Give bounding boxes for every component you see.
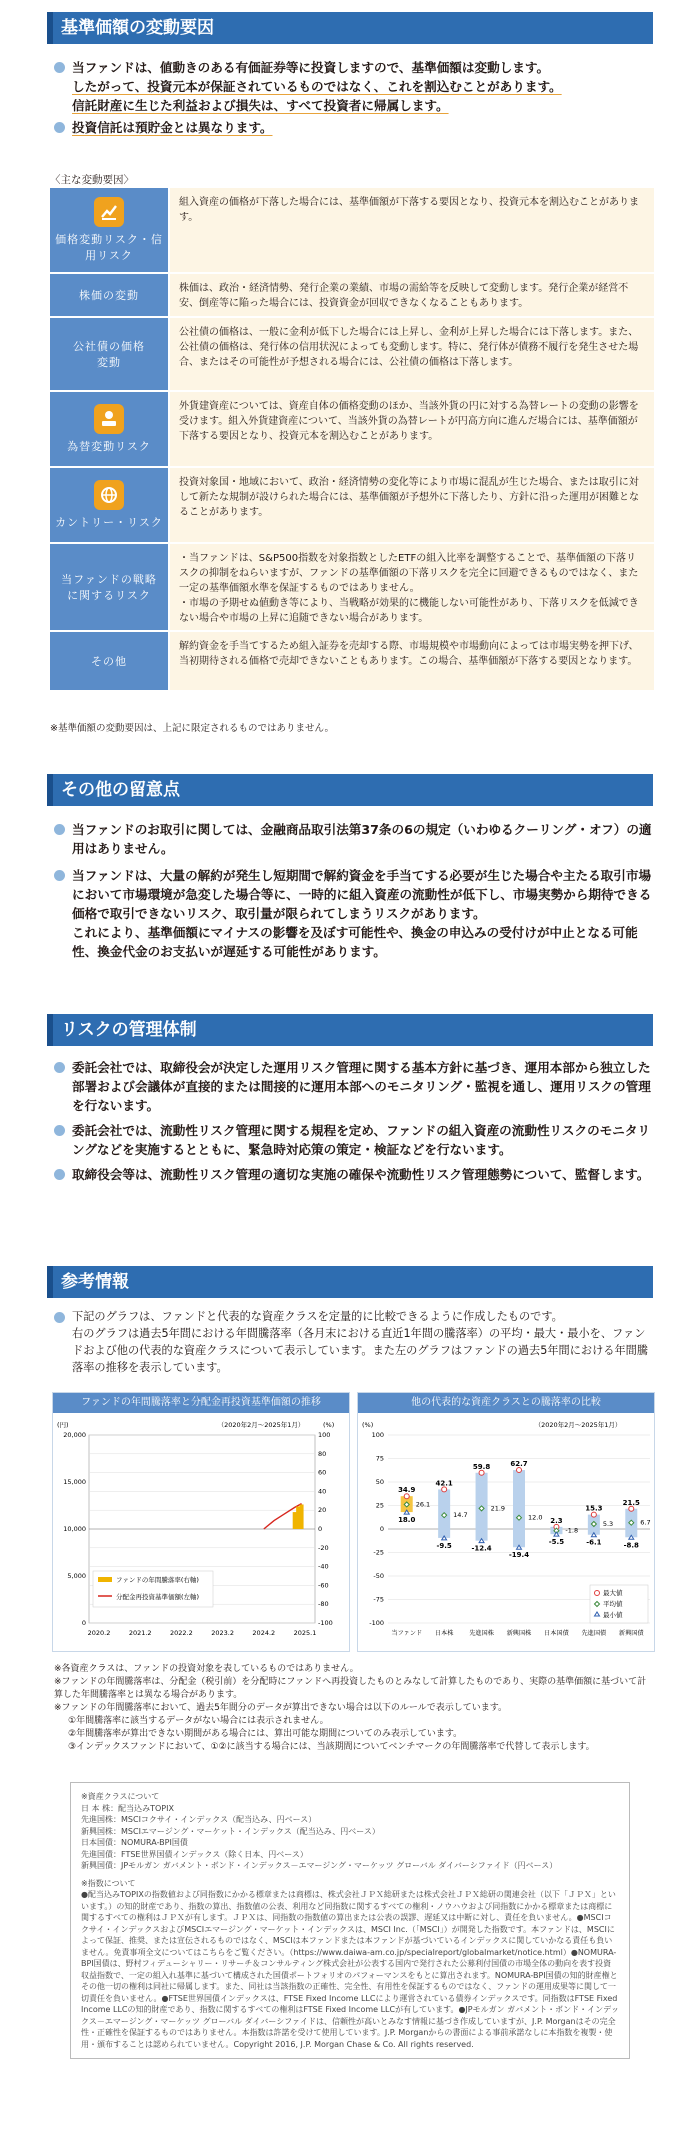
y-tick: 100 [371, 1431, 384, 1439]
max-point [629, 1506, 634, 1511]
return-bar [300, 1504, 304, 1529]
avg-label: -1.8 [565, 1526, 579, 1535]
asset-class-6: 新興国債：JPモルガン ガバメント・ボンド・インデックス－エマージング・マーケッツ グローバル ダイバーシファイド（円ベース） [81, 1861, 558, 1870]
section-title-fluctuation: 基準価額の変動要因 [47, 12, 653, 44]
risk-row [50, 188, 654, 274]
x-tick: 先進国株 [469, 1630, 494, 1637]
ref-bullets [52, 1308, 652, 1379]
asset-class-2: 先進国株：MSCIコクサイ・インデックス（配当込み、円ベース） [81, 1815, 317, 1824]
risk-name: カントリー・リスク [55, 516, 163, 529]
note-4: ①年間騰落率に該当するデータがない場合には表示されません。 [68, 1716, 329, 1726]
min-label: -6.1 [586, 1538, 602, 1547]
risk-name-cell [50, 632, 168, 690]
y-tick: 75 [375, 1454, 384, 1463]
chart-left-yunit-left: (円) [57, 1421, 69, 1429]
section-title-other: その他の留意点 [47, 774, 653, 806]
globe-icon [94, 480, 124, 510]
y-tick-right: 20 [318, 1506, 327, 1515]
max-point [442, 1487, 447, 1492]
max-label: 2.3 [550, 1516, 563, 1525]
x-tick: 2023.2 [211, 1629, 234, 1637]
risk-desc: 外貨建資産については、資産自体の価格変動のほか、当該外貨の円に対する為替レートの変動の影響を受けます。組入外貨建資産について、当該外貨の為替レートが円高方向に進んだ場合には、基準価額が下落する要因となり、投資元本を割込むことがあります。 [168, 392, 654, 466]
ref-bullet-1 [52, 1308, 652, 1376]
x-tick: 日本株 [434, 1630, 454, 1637]
legend-max-label: 最大値 [603, 1589, 623, 1597]
x-tick: 新興国債 [618, 1630, 644, 1637]
risk-name-cell [50, 274, 168, 316]
risk-name: その他 [91, 655, 127, 668]
intro-text-1: 当ファンドは、値動きのある有価証券等に投資しますので、基準価額は変動します。 [72, 60, 550, 75]
other-text-2: 当ファンドは、大量の解約が発生し短期間で解約資金を手当てする必要が生じた場合や主たる取引市場において市場環境が急変した場合等に、一時的に組入資産の流動性が低下し、市場実勢から期待できる価格で取引できないリスク、取引量が限られてしまうリスクがあります。 [72, 868, 652, 921]
chart-left-yunit-right: (%) [323, 1421, 335, 1429]
x-tick: 日本国債 [544, 1630, 569, 1637]
risk-desc: ・当ファンドは、S&P500指数を対象指数としたETFの組入比率を調整することで、基準価額の下落リスクの抑制をねらいますが、ファンドの基準価額の下落リスクを完全に回避できるものではなく、また一定の基準価額水準を保証するものではありません。 ・市場の予期せぬ値動き等により、当戦略が効果的に機能しない可能性があり、下落リスクを低減できない場合や市場の上昇に追随できない場合があります。 [168, 544, 654, 630]
index-heading: ※指数について [81, 1878, 136, 1888]
risk-name-cell [50, 468, 168, 542]
max-label: 59.8 [472, 1462, 491, 1471]
return-bar [293, 1512, 297, 1529]
risk-desc: 投資対象国・地域において、政治・経済情勢の変化等により市場に混乱が生じた場合、または取引に対して新たな規制が設けられた場合には、基準価額が予想外に下落したり、方針に沿った運用が困難となることがあります。 [168, 468, 654, 542]
y-tick-right: -80 [318, 1600, 329, 1609]
y-tick-right: 40 [318, 1487, 327, 1496]
y-tick-right: 80 [318, 1449, 327, 1458]
other-bullets [52, 820, 652, 964]
x-tick: 2021.2 [128, 1629, 152, 1637]
risk-row [50, 318, 654, 392]
chart-right-panel [357, 1392, 655, 1652]
note-3: ※ファンドの年間騰落率において、過去5年間分のデータが算出できない場合は以下のルールで表示しています。 [54, 1703, 508, 1713]
risk-row [50, 468, 654, 544]
max-point [479, 1470, 484, 1475]
chart-right-title: 他の代表的な資産クラスとの騰落率の比較 [358, 1393, 654, 1413]
risk-name-cell [50, 544, 168, 630]
risk-caption: 〈主な変動要因〉 [50, 174, 134, 186]
asset-class-3: 新興国株：MSCIエマージング・マーケット・インデックス（配当込み、円ベース） [81, 1826, 380, 1836]
other-bullet-2 [52, 866, 652, 961]
x-tick: 2020.2 [87, 1629, 111, 1637]
risk-name: 公社債の価格変動 [73, 340, 145, 369]
risk-name: 株価の変動 [79, 289, 139, 302]
risk-name: 価格変動リスク・信用リスク [55, 233, 163, 262]
chart-right-period: （2020年2月～2025年1月） [534, 1421, 622, 1429]
intro-text-4: 投資信託は預貯金とは異なります。 [72, 120, 273, 135]
y-tick-left: 10,000 [63, 1525, 86, 1533]
avg-label: 21.9 [490, 1504, 506, 1513]
mgmt-bullet-1: 委託会社では、取締役会が決定した運用リスク管理に関する基本方針に基づき、運用本部から独立した部署および会議体が直接的または間接的に運用本部へのモニタリング・監視を通し、運用リスクの管理を行ないます。 [52, 1058, 652, 1115]
y-tick-left: 5,000 [67, 1572, 86, 1580]
section-title-reference: 参考情報 [47, 1266, 653, 1298]
risk-name: 当ファンドの戦略に関するリスク [61, 573, 157, 602]
y-tick-right: -60 [318, 1581, 329, 1590]
asset-class-heading: ※資産クラスについて [81, 1792, 160, 1801]
x-tick: 新興国株 [506, 1630, 532, 1637]
max-label: 42.1 [435, 1479, 453, 1488]
max-label: 34.9 [398, 1486, 416, 1495]
y-tick: 50 [375, 1478, 384, 1486]
intro-bullets [52, 58, 652, 140]
y-tick-left: 20,000 [63, 1431, 86, 1439]
chart-left-svg [53, 1413, 351, 1653]
asset-class-1: 日 本 株：配当込みTOPIX [81, 1803, 174, 1813]
risk-table [50, 188, 654, 692]
other-text-2b: これにより、基準価額にマイナスの影響を及ぼす可能性や、換金の申込みの受付けが中止となる可能性、換金代金のお支払いが遅延する可能性があります。 [72, 925, 638, 959]
intro-text-2: したがって、投資元本が保証されているものではなく、これを割込むことがあります。 [72, 79, 562, 94]
ref-text-1b: 右のグラフは過去5年間における年間騰落率（各月末における直近1年間の騰落率）の平均・最大・最小を、ファンドおよび他の代表的な資産クラスについて表示しています。また左のグラフはファンドの過去5年間における年間騰落率の推移を表示しています。 [72, 1327, 649, 1374]
max-label: 62.7 [510, 1460, 528, 1469]
legend-min-label: 最小値 [603, 1611, 623, 1619]
max-point [517, 1468, 522, 1473]
risk-row [50, 392, 654, 468]
y-tick-right: 100 [318, 1431, 331, 1439]
avg-label: 5.3 [602, 1520, 614, 1529]
legend-bar-label: ファンドの年間騰落率(右軸) [116, 1576, 199, 1584]
other-bullet-1: 当ファンドのお取引に関しては、金融商品取引法第37条の6の規定（いわゆるクーリング・オフ）の適用はありません。 [52, 820, 652, 858]
avg-label: 14.7 [453, 1511, 468, 1520]
chart-left-title: ファンドの年間騰落率と分配金再投資基準価額の推移 [53, 1393, 349, 1413]
chart-right-yunit: (%) [362, 1421, 374, 1429]
y-tick: -75 [373, 1595, 384, 1604]
risk-desc: 公社債の価格は、一般に金利が低下した場合には上昇し、金利が上昇した場合には下落します。また、公社債の価格は、発行体の信用状況によっても変動します。特に、発行体が債務不履行を発生させた場合、またはその可能性が予想される場合には、公社債の価格は下落します。 [168, 318, 654, 390]
min-label: -8.8 [623, 1541, 639, 1550]
min-label: -12.4 [471, 1544, 492, 1553]
risk-name-cell [50, 318, 168, 390]
risk-name: 為替変動リスク [67, 440, 151, 453]
min-label: 18.0 [398, 1516, 416, 1525]
note-2: ※ファンドの年間騰落率は、分配金（税引前）を分配時にファンドへ再投資したものとみなして計算したものであり、実際の基準価額に基づいて計算した年間騰落率とは異なる場合があります。 [54, 1677, 647, 1700]
asset-class-5: 先進国債：FTSE世界国債インデックス（除く日本、円ベース） [81, 1849, 308, 1859]
y-tick-right: -40 [318, 1562, 329, 1571]
y-tick-left: 0 [81, 1619, 86, 1627]
y-tick-right: -100 [318, 1619, 333, 1627]
mgmt-bullet-3: 取締役会等は、流動性リスク管理の適切な実施の確保や流動性リスク管理態勢について、監督します。 [52, 1165, 652, 1184]
y-tick: 25 [375, 1501, 384, 1510]
legend-line-label: 分配金再投資基準価額(左軸) [116, 1593, 200, 1601]
intro-bullet-2 [52, 118, 652, 137]
max-point [404, 1494, 409, 1499]
intro-text-3: 信託財産に生じた利益および損失は、すべて投資者に帰属します。 [72, 98, 449, 113]
avg-label: 26.1 [415, 1500, 431, 1509]
asset-class-4: 日本国債：NOMURA-BPI国債 [81, 1838, 188, 1847]
mgmt-bullet-2: 委託会社では、流動性リスク管理に関する規程を定め、ファンドの組入資産の流動性リスクのモニタリングなどを実施するとともに、緊急時対応策の策定・検証などを行ないます。 [52, 1121, 652, 1159]
x-tick: 当ファンド [391, 1630, 423, 1637]
y-tick: -50 [373, 1572, 384, 1580]
risk-footnote: ※基準価額の変動要因は、上記に限定されるものではありません。 [50, 723, 335, 734]
legend-avg-label: 平均値 [603, 1600, 623, 1608]
mgmt-bullets [52, 1058, 652, 1187]
y-tick: 0 [379, 1525, 384, 1533]
max-point [591, 1512, 596, 1517]
note-1: ※各資産クラスは、ファンドの投資対象を表しているものではありません。 [54, 1664, 359, 1674]
chart-left-panel [52, 1392, 350, 1652]
index-body: ●配当込みTOPIXの指数値および同指数にかかる標章または商標は、株式会社ＪＰＸ総研または株式会社ＪＰＸ総研の関連会社（以下「ＪＰＸ」といいます。）の知的財産であり、指数の算出、指数値の公表、利用など同指数に関するすべての権利・ノウハウおよび同指数にかかる標章または商標に関するすべての権利はＪＰＸが有します。ＪＰＸは、同指数の指数値の算出または公表の誤謬、遅延又は中断に対し、責任を負いません。●MSCIコクサイ・インデックスおよびMSCIエマージング・マーケット・インデックスは、MSCI Inc.（「MSCI」）が開発した指数です。本ファンドは、MSCIによって保証、推奨、または宣伝されるものではなく、MSCIは本ファンドまたは本ファンドが基づいているインデックスに関していかなる責任も負いません。免責事項全文についてはこちらをご覧ください。（https://www.daiwa-am.co.jp/specialreport/globalmarket/notice.html）●NOMURA-BPI国債は、野村フィデューシャリー・リサーチ＆コンサルティング株式会社が公表する国内で発行された公募利付国債の市場全体の動向を表す投資収益指数で、一定の組入れ基準に基づいて構成された国債ポートフォリオのパフォーマンスをもとに算出されます。NOMURA-BPI国債の知的財産権とその他一切の権利は同社に帰属します。また、同社は当該指数の正確性、完全性、有用性を保証するものではなく、ファンドの運用成果等に関して一切責任を負いません。●FTSE世界国債インデックスは、FTSE Fixed Income LLCにより運営されている債券インデックスです。同指数はFTSE Fixed Income LLCの知的財産であり、指数に関するすべての権利はFTSE Fixed Income LLCが有しています。●JPモルガン ガバメント・ボンド・インデックス－エマージング・マーケッツ グローバル ダイバーシファイドは、信頼性が高いとみなす情報に基づき作成していますが、J.P. Morganはその完全性・正確性を保証するものではありません。本指数は許諾を受けて使用しています。J.P. Morganからの書面による事前承諾なしに本指数を複製・使用・頒布することは認められていません。Copyright 2016, J.P. Morgan Chase & Co. All rights reserved. [81, 1890, 619, 2049]
ref-text-1: 下記のグラフは、ファンドと代表的な資産クラスを定量的に比較できるように作成したものです。 [72, 1310, 563, 1323]
risk-desc: 組入資産の価格が下落した場合には、基準価額が下落する要因となり、投資元本を割込むことがあります。 [168, 188, 654, 272]
y-tick-right: 60 [318, 1468, 327, 1477]
risk-desc: 株価は、政治・経済情勢、発行企業の業績、市場の需給等を反映して変動します。発行企業が経営不安、倒産等に陥った場合には、投資資金が回収できなくなることもあります。 [168, 274, 654, 316]
y-tick-right: 0 [318, 1525, 323, 1533]
y-tick-left: 15,000 [63, 1478, 86, 1486]
y-tick: -25 [373, 1548, 384, 1557]
section-title-management: リスクの管理体制 [47, 1014, 653, 1046]
range-bar [513, 1470, 525, 1547]
risk-row [50, 274, 654, 318]
risk-row [50, 632, 654, 692]
min-label: -19.4 [508, 1551, 530, 1560]
x-tick: 先進国債 [581, 1630, 607, 1637]
y-tick: -100 [369, 1619, 384, 1627]
x-tick: 2024.2 [252, 1629, 276, 1637]
price-fluctuation-icon [94, 197, 124, 227]
note-6: ③インデックスファンドにおいて、①②に該当する場合には、当該期間についてベンチマークの年間騰落率で代替して表示します。 [68, 1742, 595, 1752]
chart-right-svg [358, 1413, 656, 1653]
exchange-icon [94, 404, 124, 434]
index-notes-box [70, 1782, 630, 2059]
note-5: ②年間騰落率が算出できない期間がある場合には、算出可能な期間についてのみ表示しています。 [68, 1729, 463, 1739]
risk-name-cell [50, 392, 168, 466]
avg-label: 6.7 [640, 1518, 651, 1527]
max-label: 21.5 [622, 1498, 640, 1507]
max-label: 15.3 [585, 1504, 603, 1513]
chart-left-period: （2020年2月～2025年1月） [217, 1421, 305, 1429]
risk-row [50, 544, 654, 632]
min-label: -5.5 [548, 1538, 565, 1547]
chart-notes [54, 1663, 654, 1754]
avg-label: 12.0 [528, 1513, 543, 1522]
risk-desc: 解約資金を手当てするため組入証券を売却する際、市場規模や市場動向によっては市場実勢を押下げ、当初期待される価格で売却できないこともあります。この場合、基準価額が下落する要因となります。 [168, 632, 654, 690]
y-tick-right: -20 [318, 1543, 329, 1552]
intro-bullet-1 [52, 58, 652, 115]
risk-name-cell [50, 188, 168, 272]
return-bar [296, 1506, 300, 1529]
x-tick: 2025.1 [293, 1629, 317, 1637]
min-label: -9.5 [436, 1541, 452, 1550]
x-tick: 2022.2 [170, 1629, 193, 1637]
